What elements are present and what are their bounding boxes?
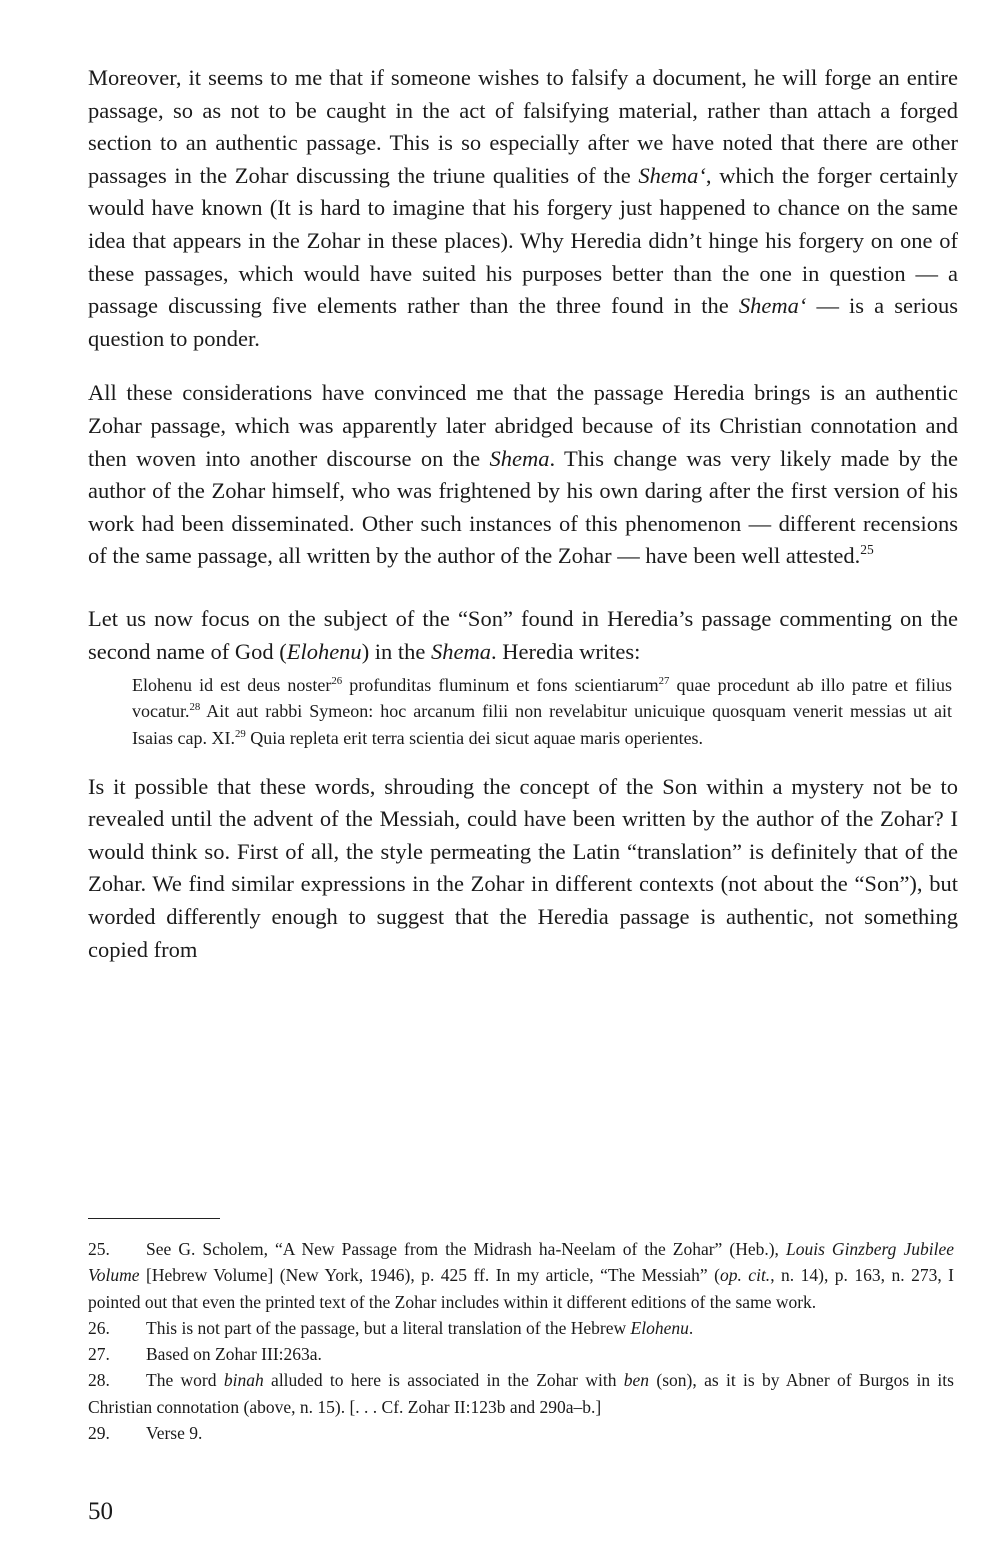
page-number: 50 (88, 1498, 113, 1525)
footnote-number: 28. (88, 1370, 110, 1391)
text-run: Moreover, it seems to me that if someone wishes to falsify a document, he will forge an entire passage, so as not to be caught in the act of falsifying material, rather than attach a forged section to an authentic passage. This is so especially after we have noted that there are other passages in the Zohar discussing the triune qualities of the (88, 65, 958, 188)
footnote-number: 29. (88, 1423, 110, 1444)
footnote-number: 26. (88, 1317, 110, 1338)
text-run: ) in the (361, 638, 432, 664)
text-run: . This change was very likely made by the author of the Zohar himself, who was frightened by his own daring after the first version of his work had been disseminated. Other such instances of this phenomenon — different recensions of the same passage, all written by the author of the Zohar — have been well attested. (88, 445, 958, 569)
text-run: Quia repleta erit terra scientia dei sicut aquae maris operientes. (245, 727, 704, 748)
footnote (88, 1341, 954, 1367)
footnote (88, 1367, 954, 1420)
italic-text: ben (623, 1370, 650, 1391)
text-run: , which the forger certainly would have known (It is hard to imagine that his forgery just happened to chance on the same idea that appears in the Zohar in these places). Why Heredia didn’t hinge his forgery on one of these passages, which would have suited his purposes better than the one in question — a passage discussing five elements rather than the three found in the (88, 162, 958, 319)
italic-text: Shema (431, 638, 492, 664)
text-run: Verse 9. (146, 1423, 203, 1444)
text-run: — is a serious question to ponder. (88, 293, 958, 351)
italic-text: op. cit. (719, 1265, 771, 1286)
footnote (88, 1420, 954, 1446)
main-text (88, 62, 958, 966)
text-run: Ait aut rabbi Symeon: hoc arcanum filii non revelabitur unicuique quosquam venerit messias ut ait Isaias cap. XI. (132, 701, 952, 748)
text-run: alluded to here is associated in the Zohar with (263, 1370, 624, 1391)
text-run: . Heredia writes: (491, 638, 641, 664)
paragraph (88, 377, 958, 573)
block-quote (132, 672, 952, 751)
text-run: See G. Scholem, “A New Passage from the Midrash ha-Neelam of the Zohar” (Heb.), (146, 1239, 786, 1259)
text-run: All these considerations have convinced me that the passage Heredia brings is an authentic Zohar passage, which was apparently later abridged because of its Christian connotation and then woven into another discourse on the (88, 380, 958, 471)
text-run: Let us now focus on the subject of the “Son” found in Heredia’s passage commenting on the second name of God ( (88, 605, 958, 664)
footnote-ref: 27 (658, 675, 670, 688)
text-run: . (688, 1317, 694, 1338)
italic-text: binah (223, 1370, 264, 1391)
text-run: , n. 14), p. 163, n. 273, I pointed out that even the printed text of the Zohar includes within it different editions of the same work. (88, 1265, 954, 1312)
italic-text: Shema (489, 445, 550, 471)
footnote-ref: 26 (331, 675, 343, 688)
text-run: quae procedunt ab illo patre et filius vocatur. (132, 675, 952, 722)
footnote-ref: 29 (234, 727, 246, 740)
text-run: This is not part of the passage, but a literal translation of the Hebrew (146, 1317, 631, 1338)
footnote-number: 27. (88, 1344, 110, 1365)
footnote (88, 1236, 954, 1315)
paragraph (88, 62, 958, 355)
italic-text: Elohenu (630, 1317, 689, 1338)
italic-text: Louis Ginzberg Jubilee Volume (88, 1239, 954, 1286)
text-run: [Hebrew Volume] (New York, 1946), p. 425 ff. In my article, “The Messiah” ( (139, 1265, 720, 1286)
footnote-number: 25. (88, 1239, 110, 1259)
paragraph (88, 603, 958, 668)
italic-text: Shema‘ (638, 162, 706, 188)
text-run: Based on Zohar III:263a. (146, 1344, 322, 1365)
footnote (88, 1315, 954, 1341)
text-run: The word (146, 1370, 224, 1391)
text-run: (son), as it is by Abner of Burgos in its Christian connotation (above, n. 15). [. . . Cf. Zohar II:123b and 290a–b.] (88, 1370, 954, 1417)
text-run: Is it possible that these words, shrouding the concept of the Son within a mystery not be to revealed until the advent of the Messiah, could have been written by the author of the Zohar? I would think so. First of all, the style permeating the Latin “translation” is definitely that of the Zohar. We find similar expressions in the Zohar in different contexts (not about the “Son”), but worded differently enough to suggest that the Heredia passage is authentic, not something copied from (88, 773, 958, 962)
footnote-ref: 28 (189, 701, 201, 714)
text-run: profunditas fluminum et fons scientiarum (342, 675, 659, 696)
footnote-ref: 25 (860, 542, 874, 558)
footnote-separator (88, 1218, 220, 1219)
footnotes (88, 1236, 954, 1446)
text-run: Elohenu id est deus noster (132, 675, 332, 696)
italic-text: Shema‘ (738, 293, 807, 319)
italic-text: Elohenu (286, 638, 362, 664)
paragraph (88, 771, 958, 967)
